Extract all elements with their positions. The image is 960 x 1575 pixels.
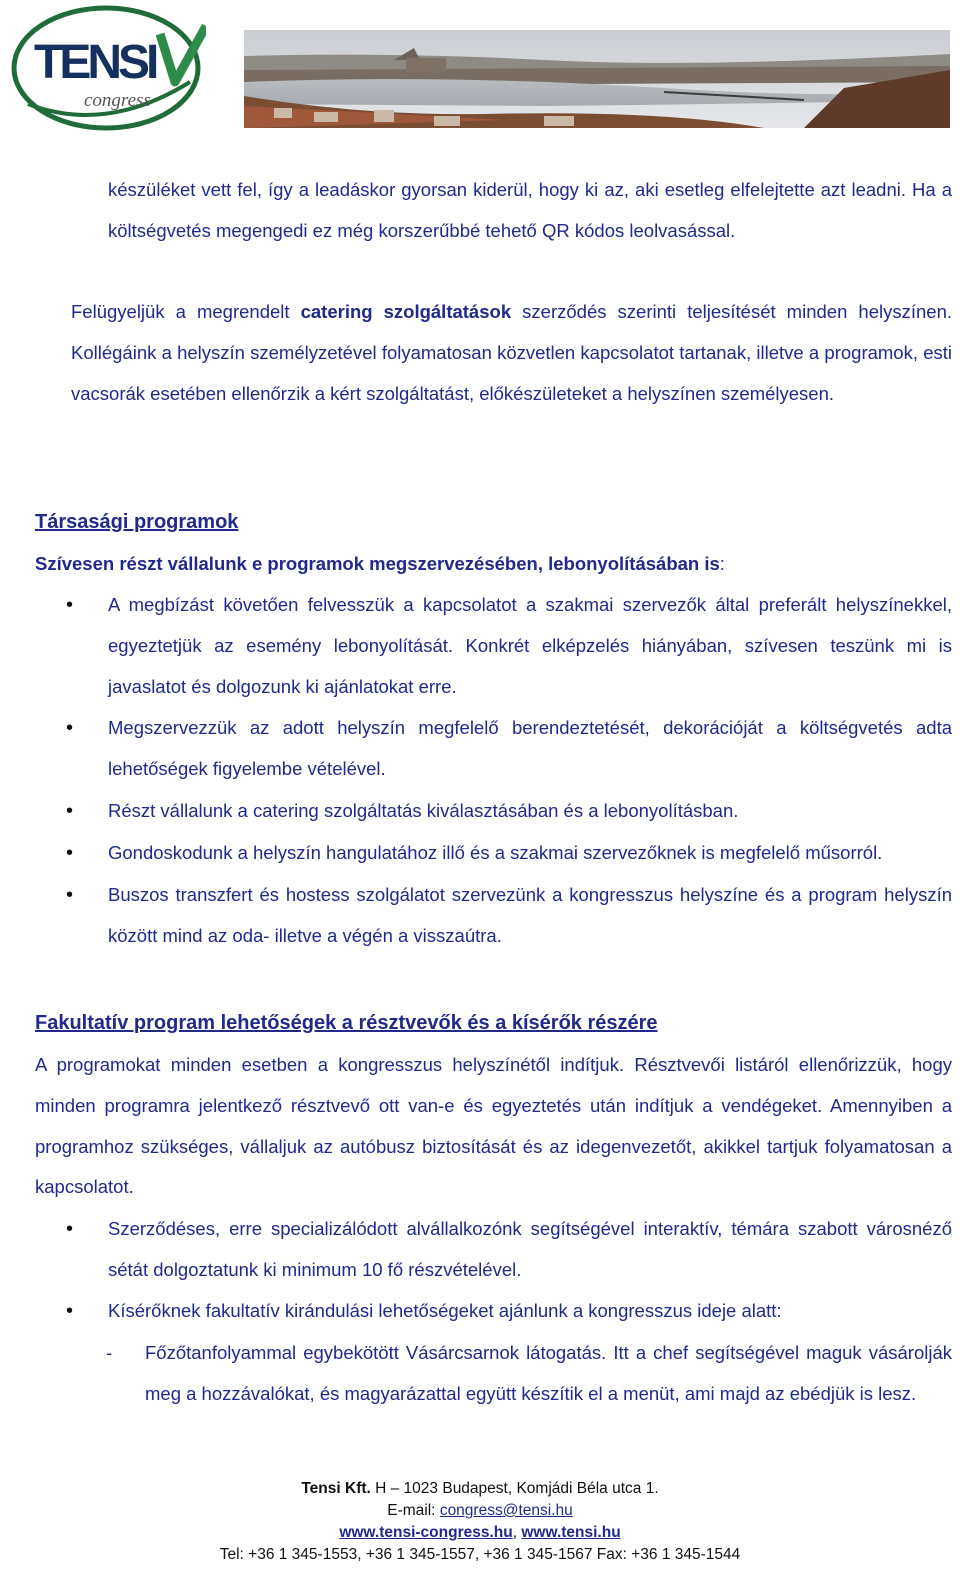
website-link-tensi-congress[interactable]: www.tensi-congress.hu: [339, 1524, 513, 1541]
section-subheading: [35, 551, 725, 577]
footer-address-line: [0, 1478, 960, 1500]
footer-address: H – 1023 Budapest, Komjádi Béla utca 1.: [370, 1480, 659, 1497]
list-item: Buszos transzfert és hostess szolgálatot szervezünk a kongresszus helyszíne és a program helyszín között mind az oda- illetve a végén a visszaútra.: [108, 884, 952, 946]
catering-emphasis: catering szolgáltatások: [300, 301, 512, 322]
section2-intro: A programokat minden esetben a kongresszus helyszínétől indítjuk. Résztvevői listáról ellenőrizzük, hogy minden programra jelentkező résztvevő ott van-e és egyeztetés után indítjuk a vendégeket. Amennyiben a programhoz szükséges, vállaljuk az autóbusz biztosítását és az idegenvezetőt, akikkel tartjuk folyamatosan a kapcsolatot.: [35, 1054, 952, 1198]
footer-phones: Tel: +36 1 345-1553, +36 1 345-1557, +36 1 345-1567 Fax: +36 1 345-1544: [219, 1546, 741, 1563]
page-header: [0, 0, 960, 140]
website-link-tensi[interactable]: www.tensi.hu: [521, 1524, 621, 1541]
email-link[interactable]: congress@tensi.hu: [439, 1502, 573, 1519]
section-heading-fakultativ: Fakultatív program lehetőségek a résztvevők és a kísérők részére: [35, 1012, 658, 1034]
page-footer: [0, 1478, 960, 1566]
list-item: Kísérőknek fakultatív kirándulási lehetőségeket ajánlunk a kongresszus ideje alatt:: [108, 1300, 782, 1321]
section-subheading-colon: :: [719, 553, 725, 574]
list-item: Megszervezzük az adott helyszín megfelelő berendeztetését, dekorációját a költségvetés adta lehetőségek figyelembe vételével.: [108, 717, 952, 779]
paragraph-2-start: Felügyeljük a megrendelt: [71, 301, 301, 322]
bullet-icon: •: [66, 884, 74, 906]
bullet-icon: •: [66, 1218, 74, 1240]
tensi-congress-logo: [10, 4, 206, 132]
section-heading-tarsasagi: Társasági programok: [35, 511, 239, 533]
footer-web-separator: ,: [512, 1524, 522, 1541]
footer-email-line: [0, 1500, 960, 1522]
svg-text:TENSI: TENSI: [34, 36, 156, 89]
bullet-icon: •: [66, 800, 74, 822]
paragraph-1: készüléket vett fel, így a leadáskor gyorsan kiderül, hogy ki az, aki esetleg elfelejtette azt leadni. Ha a költségvetés megengedi ez még korszerűbbé tehető QR kódos leolvasással.: [108, 179, 952, 241]
svg-text:congress: congress: [84, 90, 151, 111]
list-item: Részt vállalunk a catering szolgáltatás kiválasztásában és a lebonyolításban.: [108, 800, 739, 821]
list-item: Gondoskodunk a helyszín hangulatához illő és a szakmai szervezőknek is megfelelő műsorról.: [108, 842, 883, 863]
footer-email-label: E-mail:: [387, 1502, 440, 1519]
section-subheading-text: Szívesen részt vállalunk e programok megszervezésében, lebonyolításában is: [35, 553, 720, 574]
list-item: A megbízást követően felvesszük a kapcsolatot a szakmai szervezők által preferált helyszínekkel, egyeztetjük az esemény lebonyolítását. Konkrét elképzelés hiányában, szívesen teszünk mi is javaslatot és dolgozunk ki ajánlatokat erre.: [108, 594, 952, 697]
budapest-panorama-image: [244, 30, 950, 128]
bullet-icon: •: [66, 842, 74, 864]
bullet-icon: •: [66, 717, 74, 739]
paragraph-2: [71, 292, 952, 414]
bullet-icon: •: [66, 594, 74, 616]
list-item: Szerződéses, erre specializálódott alvállalkozónk segítségével interaktív, témára szabott városnéző sétát dolgoztatunk ki minimum 10 fő részvételével.: [108, 1218, 952, 1280]
sub-list-item: Főzőtanfolyammal egybekötött Vásárcsarnok látogatás. Itt a chef segítségével maguk vásárolják meg a hozzávalókat, és magyarázattal együtt készítik el a menüt, ami majd az ebédjük is lesz.: [145, 1342, 952, 1404]
footer-web-line: [0, 1522, 960, 1544]
footer-company: Tensi Kft.: [301, 1480, 371, 1497]
dash-marker: -: [106, 1342, 113, 1363]
bullet-icon: •: [66, 1300, 74, 1322]
paragraph-2-end: szerződés szerinti teljesítését minden helyszínen. Kollégáink a helyszín személyzetével folyamatosan közvetlen kapcsolatot tartanak, illetve a programok, esti vacsorák esetében ellenőrzik a kért szolgáltatást, előkészületeket a helyszínen személyesen.: [71, 301, 953, 404]
